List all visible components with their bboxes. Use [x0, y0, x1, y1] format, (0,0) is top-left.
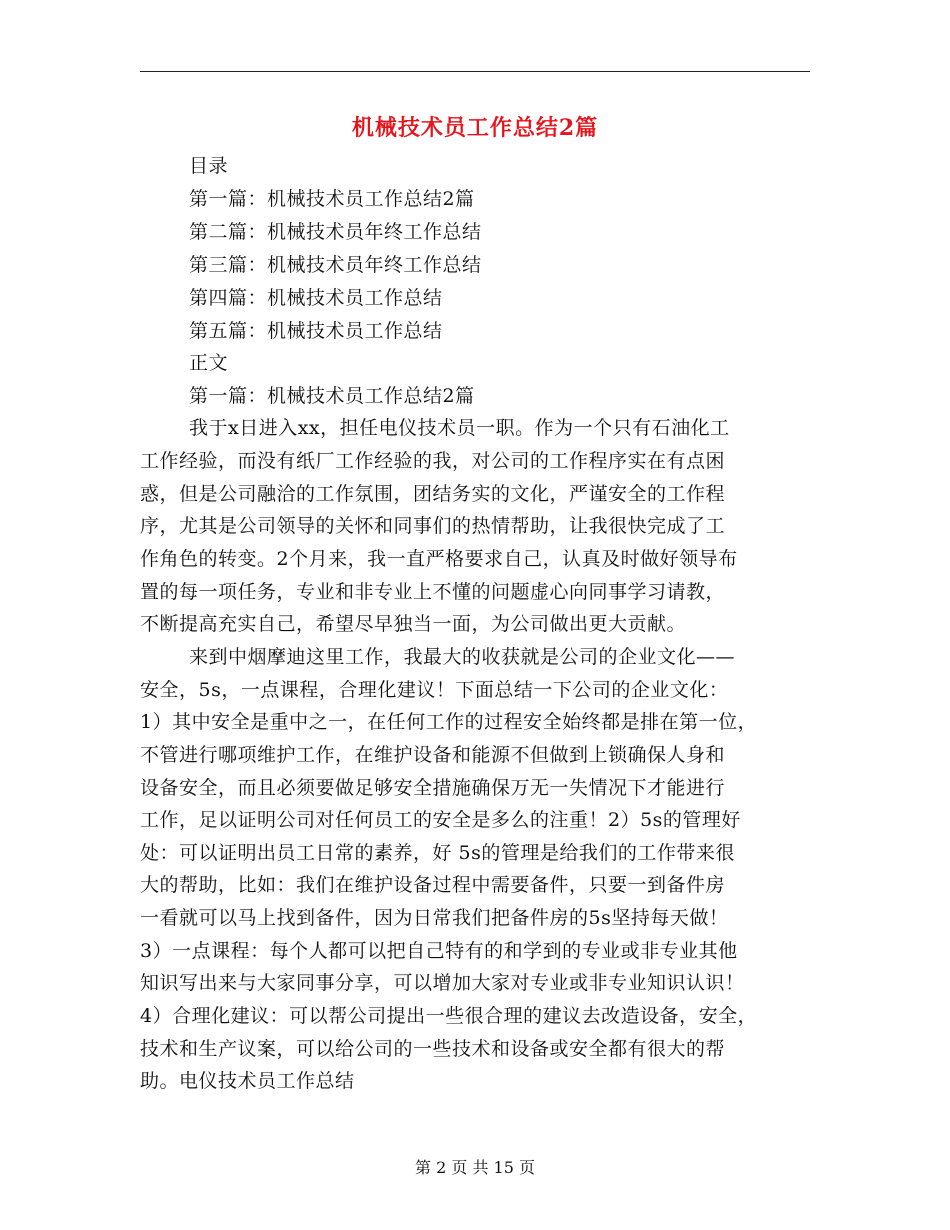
paragraph-line: 作角色的转变。2个月来，我一直严格要求自己，认真及时做好领导布 [140, 548, 738, 570]
body-heading: 正文 [189, 352, 229, 374]
section-title: 第一篇：机械技术员工作总结2篇 [189, 385, 475, 407]
paragraph-line: 置的每一项任务，专业和非专业上不懂的问题虚心向同事学习请教， [140, 581, 726, 603]
toc-item: 第三篇：机械技术员年终工作总结 [189, 254, 482, 276]
toc-item: 第二篇：机械技术员年终工作总结 [189, 221, 482, 243]
paragraph-line: 安全，5s，一点课程，合理化建议！下面总结一下公司的企业文化： [140, 679, 729, 701]
toc-item: 第一篇：机械技术员工作总结2篇 [189, 188, 475, 210]
paragraph-line: 不断提高充实自己，希望尽早独当一面，为公司做出更大贡献。 [140, 613, 687, 635]
paragraph-line: 工作经验，而没有纸厂工作经验的我，对公司的工作程序实在有点困 [140, 450, 726, 472]
paragraph-line: 处：可以证明出员工日常的素养，好 5s的管理是给我们的工作带来很 [140, 842, 735, 864]
paragraph-line: 惑，但是公司融洽的工作氛围，团结务实的文化，严谨安全的工作程 [140, 483, 726, 505]
paragraph-line: 3）一点课程：每个人都可以把自己特有的和学到的专业或非专业其他 [140, 940, 738, 962]
paragraph-line: 序，尤其是公司领导的关怀和同事们的热情帮助，让我很快完成了工 [140, 515, 726, 537]
page-number: 第 2 页 共 15 页 [415, 1158, 535, 1177]
paragraph-line: 不管进行哪项维护工作，在维护设备和能源不但做到上锁确保人身和 [140, 744, 726, 766]
toc-item: 第四篇：机械技术员工作总结 [189, 287, 443, 309]
header-rule [140, 71, 810, 72]
toc-item: 第五篇：机械技术员工作总结 [189, 320, 443, 342]
paragraph-line: 知识写出来与大家同事分享，可以增加大家对专业或非专业知识认识！ [140, 972, 745, 994]
document-title: 机械技术员工作总结2篇 [351, 115, 599, 141]
paragraph-line: 助。电仪技术员工作总结 [140, 1070, 355, 1092]
paragraph-line: 工作，足以证明公司对任何员工的安全是多么的注重！2）5s的管理好 [140, 809, 741, 831]
paragraph-line: 来到中烟摩迪这里工作，我最大的收获就是公司的企业文化—— [189, 646, 736, 668]
paragraph-line: 设备安全，而且必须要做足够安全措施确保万无一失情况下才能进行 [140, 777, 726, 799]
paragraph-line: 我于x日进入xx，担任电仪技术员一职。作为一个只有石油化工 [189, 417, 730, 439]
toc-heading: 目录 [189, 155, 229, 177]
paragraph-line: 4）合理化建议：可以帮公司提出一些很合理的建议去改造设备，安全， [140, 1005, 758, 1027]
paragraph-line: 一看就可以马上找到备件，因为日常我们把备件房的5s坚持每天做！ [140, 907, 729, 929]
paragraph-line: 1）其中安全是重中之一，在任何工作的过程安全始终都是排在第一位， [140, 711, 758, 733]
paragraph-line: 大的帮助，比如：我们在维护设备过程中需要备件，只要一到备件房 [140, 874, 726, 896]
paragraph-line: 技术和生产议案，可以给公司的一些技术和设备或安全都有很大的帮 [140, 1038, 726, 1060]
